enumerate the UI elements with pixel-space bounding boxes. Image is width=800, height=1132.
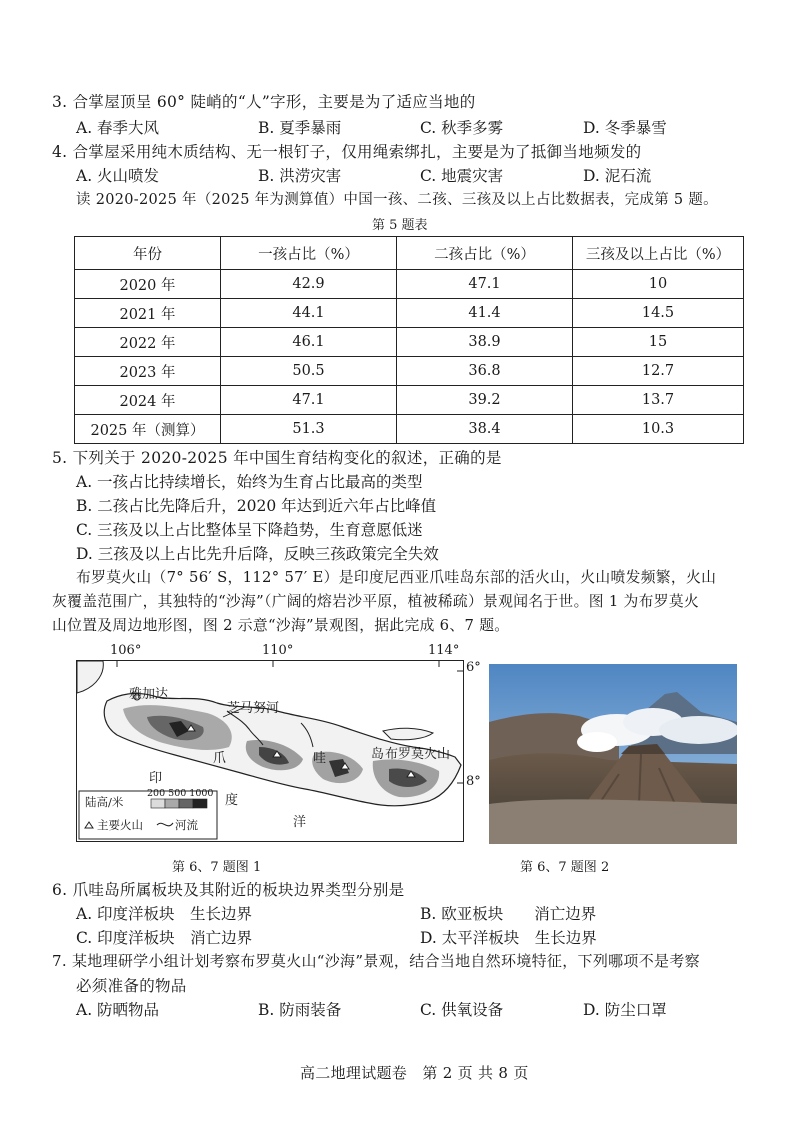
volcano-label: 布罗莫火山	[385, 747, 451, 762]
year-cell: 2025 年（测算）	[75, 415, 221, 444]
legend-values: 200 500 1000	[147, 788, 214, 799]
q67-intro-line-1: 布罗莫火山（7° 56′ S，112° 57′ E）是印度尼西亚爪哇岛东部的活火山，火山喷发频繁，火山	[76, 569, 717, 586]
table-row	[75, 357, 744, 386]
q7-stem-line-2: 必须准备的物品	[76, 977, 187, 995]
lat-label-6: 6°	[466, 660, 481, 675]
river-label: 芝马努河	[227, 701, 280, 716]
value-cell: 42.9	[221, 270, 397, 299]
q3-option-c[interactable]: C. 秋季多雾	[420, 119, 504, 137]
lon-label-110: 110°	[262, 643, 294, 658]
q3-option-b[interactable]: B. 夏季暴雨	[258, 119, 342, 137]
q4-option-a[interactable]: A. 火山喷发	[76, 167, 160, 185]
year-cell: 2021 年	[75, 299, 221, 328]
figure-2-caption: 第 6、7 题图 2	[520, 860, 610, 875]
q5-intro: 读 2020-2025 年（2025 年为测算值）中国一孩、二孩、三孩及以上占比数据表，完成第 5 题。	[76, 192, 718, 208]
jakarta-label: 雅加达	[129, 687, 169, 702]
header-third-child: 三孩及以上占比（%）	[573, 237, 744, 270]
madura-island-shape	[383, 728, 433, 740]
value-cell: 46.1	[221, 328, 397, 357]
header-year: 年份	[75, 237, 221, 270]
value-cell: 13.7	[573, 386, 744, 415]
value-cell: 14.5	[573, 299, 744, 328]
year-cell: 2020 年	[75, 270, 221, 299]
value-cell: 47.1	[397, 270, 573, 299]
table-row	[75, 328, 744, 357]
q6-option-c[interactable]: C. 印度洋板块 消亡边界	[76, 929, 253, 947]
value-cell: 38.9	[397, 328, 573, 357]
q5-option-d[interactable]: D. 三孩及以上占比先升后降，反映三孩政策完全失效	[76, 545, 439, 563]
java-topographic-map	[76, 660, 464, 842]
q6-stem: 6. 爪哇岛所属板块及其附近的板块边界类型分别是	[52, 881, 405, 899]
q4-option-b[interactable]: B. 洪涝灾害	[258, 167, 342, 185]
island-char-3: 岛	[371, 747, 385, 762]
q4-option-d[interactable]: D. 泥石流	[583, 167, 652, 185]
q6-option-d[interactable]: D. 太平洋板块 生长边界	[420, 929, 597, 947]
year-cell: 2022 年	[75, 328, 221, 357]
figure-1-caption: 第 6、7 题图 1	[172, 860, 262, 875]
q7-option-d[interactable]: D. 防尘口罩	[583, 1001, 667, 1019]
value-cell: 41.4	[397, 299, 573, 328]
header-first-child: 一孩占比（%）	[221, 237, 397, 270]
lon-label-114: 114°	[428, 643, 460, 658]
value-cell: 10	[573, 270, 744, 299]
q5-option-a[interactable]: A. 一孩占比持续增长，始终为生育占比最高的类型	[76, 473, 423, 491]
ocean-char-2: 度	[225, 793, 239, 808]
table-row	[75, 270, 744, 299]
value-cell: 47.1	[221, 386, 397, 415]
q5-option-b[interactable]: B. 二孩占比先降后升，2020 年达到近六年占比峰值	[76, 497, 437, 515]
table-row	[75, 415, 744, 444]
q7-stem-line-1: 7. 某地理研学小组计划考察布罗莫火山“沙海”景观，结合当地自然环境特征，下列哪项不是考察	[52, 952, 700, 970]
birth-ratio-table	[74, 236, 744, 444]
ocean-char-3: 洋	[293, 815, 307, 830]
year-cell: 2023 年	[75, 357, 221, 386]
year-cell: 2024 年	[75, 386, 221, 415]
page-footer: 高二地理试题卷 第 2 页 共 8 页	[300, 1064, 529, 1082]
table-header-row	[75, 237, 744, 270]
q6-option-b[interactable]: B. 欧亚板块 消亡边界	[420, 905, 597, 923]
lat-label-8: 8°	[466, 774, 481, 789]
q5-option-c[interactable]: C. 三孩及以上占比整体呈下降趋势，生育意愿低迷	[76, 521, 423, 539]
lon-label-106: 106°	[110, 643, 142, 658]
value-cell: 44.1	[221, 299, 397, 328]
value-cell: 36.8	[397, 357, 573, 386]
q4-option-c[interactable]: C. 地震灾害	[420, 167, 504, 185]
q4-stem: 4. 合掌屋采用纯木质结构、无一根钉子，仅用绳索绑扎，主要是为了抵御当地频发的	[52, 143, 642, 161]
value-cell: 38.4	[397, 415, 573, 444]
value-cell: 51.3	[221, 415, 397, 444]
ocean-char-1: 印	[149, 771, 163, 786]
value-cell: 39.2	[397, 386, 573, 415]
q5-stem: 5. 下列关于 2020-2025 年中国生育结构变化的叙述，正确的是	[52, 449, 502, 467]
q7-option-b[interactable]: B. 防雨装备	[258, 1001, 342, 1019]
q67-intro-line-3: 山位置及周边地形图，图 2 示意“沙海”景观图，据此完成 6、7 题。	[52, 617, 510, 634]
q7-option-c[interactable]: C. 供氧设备	[420, 1001, 504, 1019]
value-cell: 12.7	[573, 357, 744, 386]
legend-river: 河流	[175, 818, 198, 832]
q3-stem: 3. 合掌屋顶呈 60° 陡峭的“人”字形，主要是为了适应当地的	[52, 93, 476, 111]
sumatra-tip-shape	[77, 661, 103, 693]
table-row	[75, 386, 744, 415]
q3-option-d[interactable]: D. 冬季暴雪	[583, 119, 667, 137]
sea-of-sand-photo	[489, 664, 737, 844]
legend-title: 陆高/米	[85, 795, 124, 809]
island-char-2: 哇	[313, 751, 327, 766]
table-row	[75, 299, 744, 328]
value-cell: 15	[573, 328, 744, 357]
value-cell: 10.3	[573, 415, 744, 444]
photo-graphic	[489, 664, 737, 844]
header-second-child: 二孩占比（%）	[397, 237, 573, 270]
value-cell: 50.5	[221, 357, 397, 386]
q6-option-a[interactable]: A. 印度洋板块 生长边界	[76, 905, 253, 923]
q67-intro-line-2: 灰覆盖范围广，其独特的“沙海”（广阔的熔岩沙平原，植被稀疏）景观闻名于世。图 1 为布罗莫火	[52, 593, 700, 610]
legend-volcano: 主要火山	[97, 818, 143, 832]
table-caption: 第 5 题表	[372, 218, 428, 233]
q3-option-a[interactable]: A. 春季大风	[76, 119, 160, 137]
q7-option-a[interactable]: A. 防晒物品	[76, 1001, 160, 1019]
island-char-1: 爪	[213, 751, 227, 766]
